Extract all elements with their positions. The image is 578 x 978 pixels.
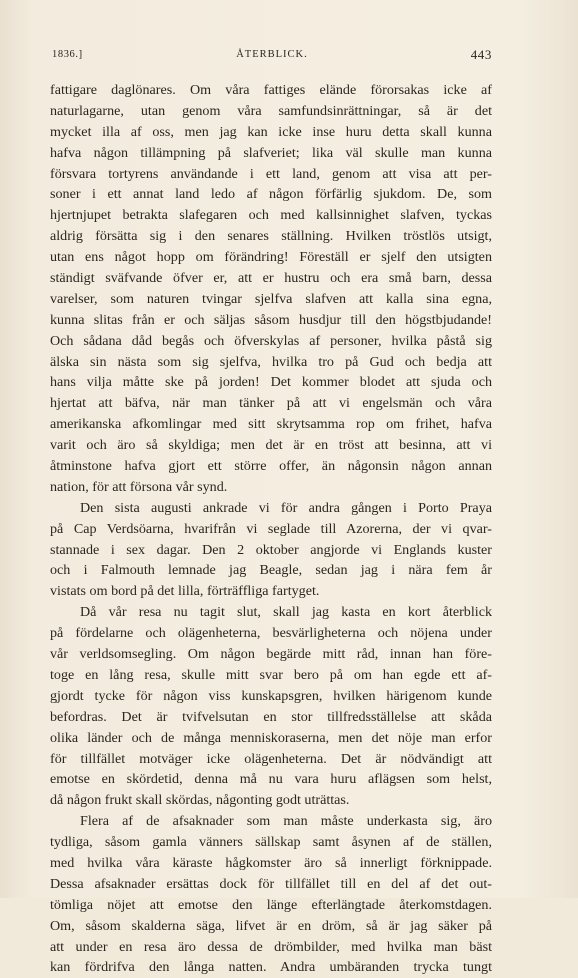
text-line: emotse en skördetid, denna må nu vara huru aflägsen som helst, bbox=[50, 771, 492, 788]
text-line: mycket illa af oss, men jag kan icke inse huru detta skall kunna bbox=[50, 123, 492, 140]
body-text bbox=[50, 80, 492, 978]
text-line: försvara tortyrens användande i ett land, genom att visa att per- bbox=[50, 165, 492, 182]
text-line: Och sådana dåd begås och öfverskylas af personer, hvilka påstå sig bbox=[50, 332, 492, 349]
text-line: naturlagarne, utan genom våra samfundsinrättningar, så är det bbox=[50, 102, 492, 119]
text-line: Flera af de afsaknader som man måste underkasta sig, äro bbox=[80, 813, 492, 830]
text-line: Den sista augusti ankrade vi för andra gången i Porto Praya bbox=[80, 499, 492, 516]
text-line: fattigare daglönares. Om våra fattiges elände förorsakas icke af bbox=[50, 82, 492, 98]
text-line: befordras. Det är tvifvelsutan en stor tillfredsställelse att skåda bbox=[50, 708, 492, 725]
text-line: Dessa afsaknader ersättas dock för tillfället till en del af det out- bbox=[50, 875, 492, 892]
text-line: hjertat att bäfva, när man tänker på att vi engelsmän och våra bbox=[50, 395, 492, 412]
text-line: och i Falmouth lemnade jag Beagle, sedan jag i nära fem år bbox=[50, 562, 492, 579]
text-line: stannade i sex dagar. Den 2 oktober angjorde vi Englands kuster bbox=[50, 541, 492, 558]
text-line: amerikanska afkomlingar med sitt skrytsamma rop om frihet, hafva bbox=[50, 416, 492, 433]
text-line: hjertnjupet betrakta slafegaren och med kallsinnighet slafven, tyckas bbox=[50, 207, 492, 224]
text-line: hans vilja måtte ske på jorden! Det kommer blodet att sjuda och bbox=[50, 374, 492, 391]
text-line: kunna slitas från er och säljas såsom husdjur till den högstbjudande! bbox=[50, 311, 492, 328]
text-line: åtminstone hafva gjort ett större offer, än någonsin någon annan bbox=[50, 458, 492, 475]
text-line: tydliga, såsom gamla vänners sällskap samt åsynen af de ställen, bbox=[50, 834, 492, 851]
text-line: utan ens något hopp om förändring! Föreställ er sjelf den utsigten bbox=[50, 249, 492, 266]
text-line: då någon frukt skall skördas, någonting godt uträttas. bbox=[50, 792, 350, 809]
text-line: hafva någon tillämpning på slafveriet; lika väl skulle man kunna bbox=[50, 144, 492, 161]
text-line: toge en lång resa, skulle mitt svar bero på om han egde ett af- bbox=[50, 666, 492, 683]
text-line: för tillfället motväger icke olägenheterna. Det är nödvändigt att bbox=[50, 750, 492, 767]
text-line: vistats om bord på det lilla, förträffliga fartyget. bbox=[50, 583, 320, 600]
text-line: på Cap Verdsöarna, hvarifrån vi seglade till Azorerna, der vi qvar- bbox=[50, 520, 492, 537]
text-line: gjordt tycke för någon viss kunskapsgren, hvilken härigenom kunde bbox=[50, 687, 492, 704]
running-head-title: ÅTERBLICK. bbox=[236, 49, 308, 60]
page-number: 443 bbox=[470, 47, 492, 62]
text-line: varit och äro så skyldiga; men det är en tröst att besinna, att vi bbox=[50, 437, 492, 454]
text-line: att under en resa äro dessa de drömbilder, med hvilka man bäst bbox=[50, 938, 492, 955]
running-head-year: 1836.] bbox=[52, 49, 83, 60]
text-line: aldrig försätta sig i den senares ställning. Hvilken tröstlös utsigt, bbox=[50, 228, 492, 245]
text-line: olika länder och de många menniskoraserna, men det nöje man erfor bbox=[50, 729, 492, 746]
text-line: med hvilka våra käraste hågkomster äro så innerligt förknippade. bbox=[50, 854, 492, 871]
text-line: nation, för att försona vår synd. bbox=[50, 478, 228, 495]
text-line: vår verldsomsegling. Om någon begärde mitt råd, innan han före- bbox=[50, 646, 492, 663]
running-head bbox=[52, 48, 492, 64]
text-line: Då vår resa nu tagit slut, skall jag kasta en kort återblick bbox=[80, 604, 492, 621]
text-line: kan fördrifva den långa natten. Andra umbäranden trycka tungt bbox=[50, 959, 492, 976]
text-line: älska sin nästa som sig sjelfva, hvilka tro på Gud och bedja att bbox=[50, 353, 492, 370]
text-line: varelser, som naturen tvingar sjelfva slafven att kalla sina egna, bbox=[50, 290, 492, 307]
text-line: tömliga nöjet att emotse den länge efterlängtade återkomstdagen. bbox=[50, 896, 492, 913]
text-line: soner i ett annat land ledo af någon förfärlig sjukdom. De, som bbox=[50, 186, 492, 203]
text-line: på fördelarne och olägenheterna, besvärligheterna och nöjena under bbox=[50, 625, 492, 642]
text-line: ständigt sväfvande öfver er, att er hustru och era små barn, dessa bbox=[50, 270, 492, 287]
text-line: Om, såsom skalderna säga, lifvet är en dröm, så är jag säker på bbox=[50, 917, 492, 934]
